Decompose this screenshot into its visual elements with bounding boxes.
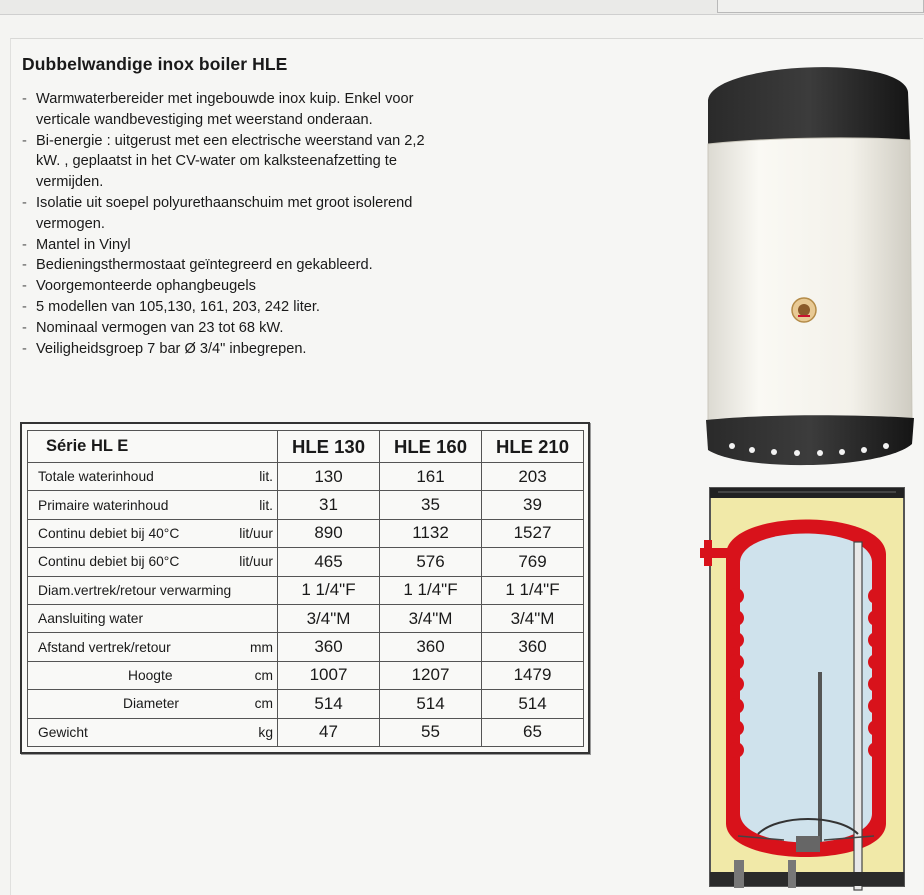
table-row	[28, 548, 584, 576]
cell-value: 1479	[482, 661, 584, 689]
row-label: Continu debiet bij 40°C	[28, 519, 228, 547]
cell-value: 890	[278, 519, 380, 547]
cell-value: 3/4"M	[482, 604, 584, 632]
model-header: HLE 210	[482, 431, 584, 463]
series-label: Série HL E	[28, 431, 278, 463]
top-strip	[0, 0, 924, 15]
list-item: - 5 modellen van 105,130, 161, 203, 242 liter.	[20, 297, 440, 318]
list-item: - Voorgemonteerde ophangbeugels	[20, 276, 440, 297]
row-unit: lit/uur	[228, 519, 278, 547]
spec-table	[27, 430, 584, 747]
cell-value: 1007	[278, 661, 380, 689]
table-row	[28, 633, 584, 661]
model-header: HLE 130	[278, 431, 380, 463]
cell-value: 576	[380, 548, 482, 576]
row-label: Diameter	[28, 690, 228, 718]
row-unit: cm	[228, 690, 278, 718]
thermostat-icon	[792, 298, 816, 322]
cell-value: 3/4"M	[380, 604, 482, 632]
cell-value: 3/4"M	[278, 604, 380, 632]
table-row	[28, 491, 584, 519]
table-row	[28, 576, 584, 604]
boiler-photo	[702, 52, 918, 472]
row-label: Aansluiting water	[28, 604, 278, 632]
row-unit: kg	[228, 718, 278, 746]
cell-value: 35	[380, 491, 482, 519]
row-label: Diam.vertrek/retour verwarming	[28, 576, 278, 604]
cell-value: 39	[482, 491, 584, 519]
list-item: - Mantel in Vinyl	[20, 235, 440, 256]
row-label: Gewicht	[28, 718, 228, 746]
top-tab	[717, 0, 924, 13]
cell-value: 47	[278, 718, 380, 746]
cell-value: 65	[482, 718, 584, 746]
cell-value: 360	[380, 633, 482, 661]
row-unit: cm	[228, 661, 278, 689]
table-row	[28, 463, 584, 491]
cell-value: 1132	[380, 519, 482, 547]
cell-value: 55	[380, 718, 482, 746]
table-header-row	[28, 431, 584, 463]
table-row	[28, 604, 584, 632]
cell-value: 31	[278, 491, 380, 519]
cell-value: 1527	[482, 519, 584, 547]
model-header: HLE 160	[380, 431, 482, 463]
row-unit: lit.	[228, 491, 278, 519]
cell-value: 130	[278, 463, 380, 491]
cell-value: 1 1/4"F	[482, 576, 584, 604]
list-item: - Bedieningsthermostaat geïntegreerd en gekableerd.	[20, 255, 440, 276]
table-row	[28, 661, 584, 689]
spec-table-frame	[20, 422, 590, 754]
table-row	[28, 519, 584, 547]
list-item: - Nominaal vermogen van 23 tot 68 kW.	[20, 318, 440, 339]
table-row	[28, 690, 584, 718]
cell-value: 360	[278, 633, 380, 661]
row-label: Primaire waterinhoud	[28, 491, 228, 519]
row-label: Afstand vertrek/retour	[28, 633, 228, 661]
cell-value: 1 1/4"F	[380, 576, 482, 604]
cell-value: 465	[278, 548, 380, 576]
list-item: - Warmwaterbereider met ingebouwde inox kuip. Enkel voor verticale wandbevestiging met weerstand onderaan.	[20, 89, 440, 131]
row-unit: mm	[228, 633, 278, 661]
page-title: Dubbelwandige inox boiler HLE	[22, 54, 288, 74]
row-label: Hoogte	[28, 661, 228, 689]
feature-list	[20, 89, 440, 359]
row-label: Continu debiet bij 60°C	[28, 548, 228, 576]
list-item: - Veiligheidsgroep 7 bar Ø 3/4" inbegrepen.	[20, 339, 440, 360]
cell-value: 514	[482, 690, 584, 718]
boiler-cutaway-diagram	[698, 484, 922, 894]
cell-value: 514	[278, 690, 380, 718]
row-label: Totale waterinhoud	[28, 463, 228, 491]
cell-value: 514	[380, 690, 482, 718]
row-unit: lit.	[228, 463, 278, 491]
cell-value: 360	[482, 633, 584, 661]
cell-value: 1 1/4"F	[278, 576, 380, 604]
cell-value: 203	[482, 463, 584, 491]
cell-value: 161	[380, 463, 482, 491]
table-row	[28, 718, 584, 746]
cell-value: 769	[482, 548, 584, 576]
cell-value: 1207	[380, 661, 482, 689]
row-unit: lit/uur	[228, 548, 278, 576]
list-item: - Isolatie uit soepel polyurethaanschuim met groot isolerend vermogen.	[20, 193, 440, 235]
list-item: - Bi-energie : uitgerust met een electrische weerstand van 2,2 kW. , geplaatst in het CV-water om kalksteenafzetting te vermijden.	[20, 131, 440, 193]
